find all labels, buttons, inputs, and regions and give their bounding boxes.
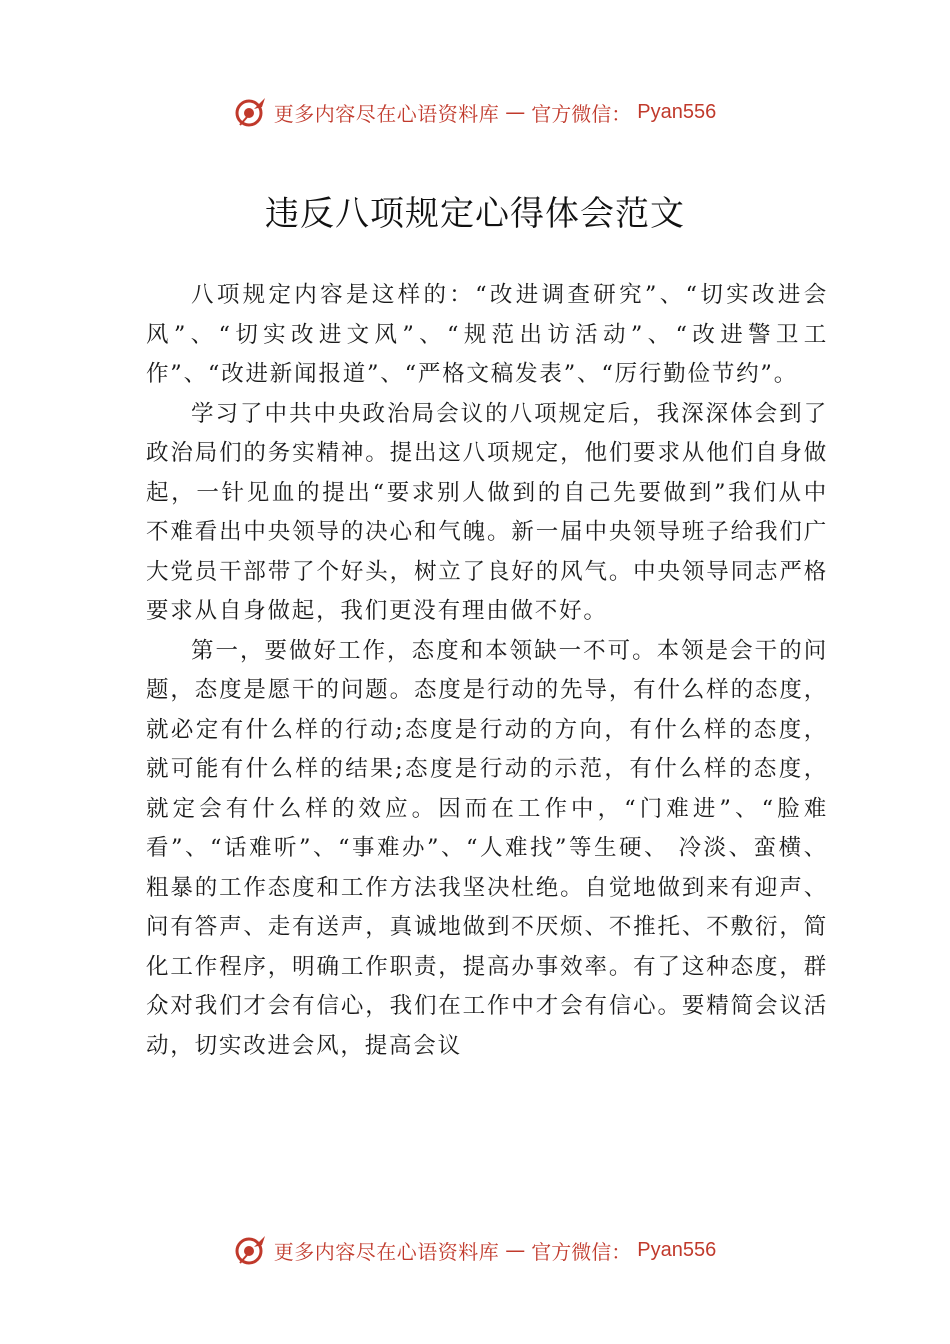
header-banner	[0, 95, 950, 129]
header-separator: —	[505, 100, 526, 124]
header-wechat-label: 官方微信：	[531, 101, 632, 126]
header-brand-text: 更多内容尽在心语资料库	[273, 101, 500, 126]
quill-logo-icon	[234, 1233, 268, 1267]
footer-brand-text: 更多内容尽在心语资料库	[273, 1239, 500, 1264]
quill-logo-icon	[234, 95, 268, 129]
paragraph: 第一，要做好工作，态度和本领缺一不可。本领是会干的问题，态度是愿干的问题。态度是行动的先导，有什么样的态度，就必定有什么样的行动;态度是行动的方向，有什么样的态度，就可能有什么样的结果;态度是行动的示范，有什么样的态度，就定会有什么样的效应。因而在工作中，“门难进”、“脸难看”、“话难听”、“事难办”、“人难找”等生硬、 冷淡、蛮横、粗暴的工作态度和工作方法我坚决杜绝。自觉地做到来有迎声、问有答声、走有送声，真诚地做到不厌烦、不推托、不敷衍，简化工作程序，明确工作职责，提高办事效率。有了这种态度，群众对我们才会有信心，我们在工作中才会有信心。要精简会议活动，切实改进会风，提高会议	[146, 637, 828, 1059]
document-body	[146, 276, 828, 1066]
document-title: 违反八项规定心得体会范文	[265, 194, 685, 234]
paragraph: 学习了中共中央政治局会议的八项规定后，我深深体会到了政治局们的务实精神。提出这八项规定，他们要求从他们自身做起，一针见血的提出“要求别人做到的自己先要做到”我们从中不难看出中央领导的决心和气魄。新一届中央领导班子给我们广大党员干部带了个好头，树立了良好的风气。中央领导同志严格要求从自身做起，我们更没有理由做不好。	[146, 400, 828, 624]
footer-separator: —	[505, 1238, 526, 1262]
footer-wechat-id: Pyan556	[637, 1238, 717, 1261]
header-wechat-id: Pyan556	[637, 100, 717, 123]
paragraph: 八项规定内容是这样的：“改进调查研究”、“切实改进会风”、“切实改进文风”、“规范出访活动”、“改进警卫工作”、“改进新闻报道”、“严格文稿发表”、“厉行勤俭节约”。	[146, 282, 828, 387]
footer-wechat-label: 官方微信：	[531, 1239, 632, 1264]
footer-banner	[0, 1233, 950, 1267]
